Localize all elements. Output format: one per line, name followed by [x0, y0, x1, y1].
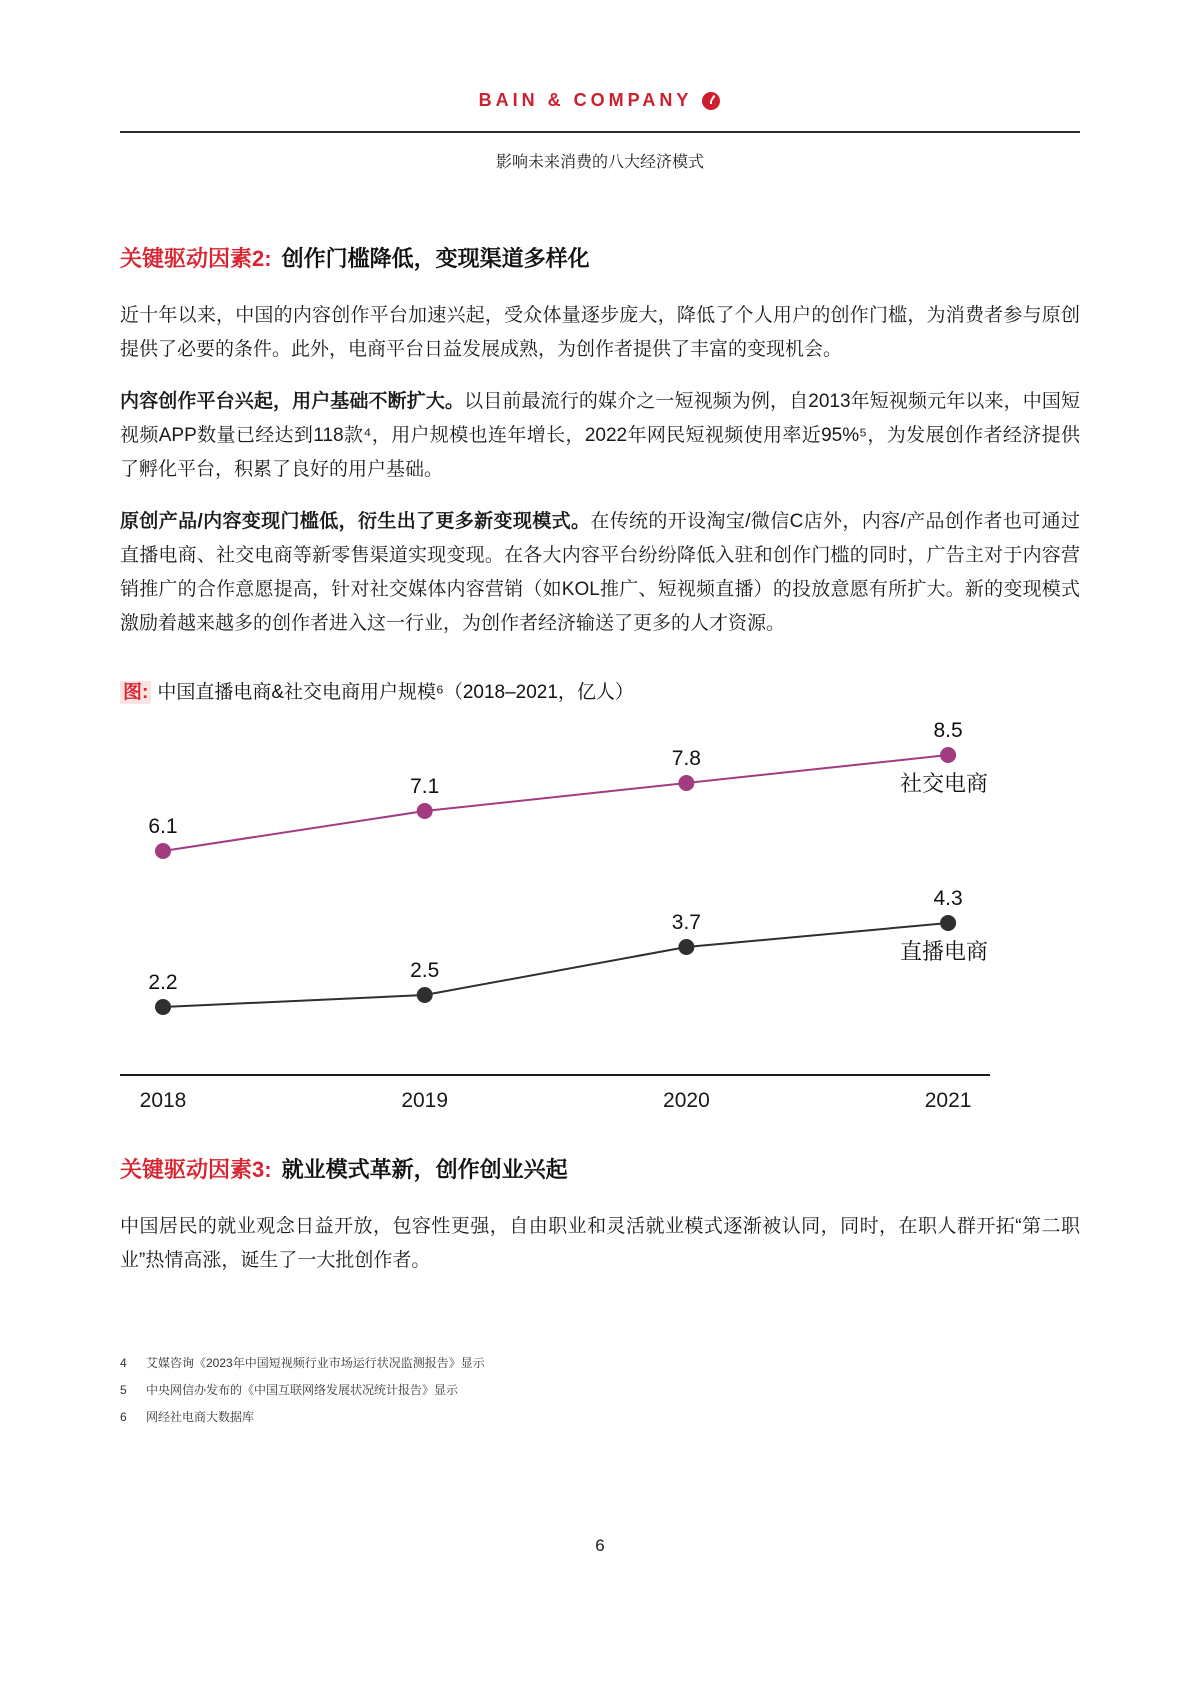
- paragraph-intro: 近十年以来，中国的内容创作平台加速兴起，受众体量逐步庞大，降低了个人用户的创作门槛，为消费者参与原创提供了必要的条件。此外，电商平台日益发展成熟，为创作者提供了丰富的变现机会。: [120, 305, 1080, 360]
- chart-series-label: 直播电商: [899, 939, 988, 964]
- x-tick-label: 2021: [924, 1089, 972, 1112]
- user-scale-chart: [120, 710, 1080, 1125]
- footnote-text: 网经社电商大数据库: [146, 1410, 255, 1424]
- chart-value-label: 2.5: [410, 959, 440, 982]
- footnote: [120, 1377, 485, 1404]
- chart-point: [678, 939, 694, 955]
- chart-value-label: 6.1: [148, 815, 178, 838]
- chart-point: [940, 747, 956, 763]
- chart-point: [417, 803, 433, 819]
- chart-point: [155, 843, 171, 859]
- chart-line: [163, 923, 948, 1007]
- footnote: [120, 1404, 485, 1431]
- x-tick-label: 2019: [401, 1089, 449, 1112]
- section2-title: 创作门槛降低，变现渠道多样化: [281, 246, 590, 271]
- footnote-text: 中央网信办发布的《中国互联网络发展状况统计报告》显示: [146, 1383, 459, 1397]
- paragraph-lead: 内容创作平台兴起，用户基础不断扩大。: [120, 391, 465, 412]
- section2-label: 关键驱动因素2:: [120, 246, 272, 271]
- footnote: [120, 1350, 485, 1377]
- header-divider: [120, 131, 1080, 133]
- paragraph-lead: 原创产品/内容变现门槛低，衍生出了更多新变现模式。: [120, 511, 591, 532]
- section2-heading: [120, 242, 1080, 273]
- x-tick-label: 2020: [663, 1089, 710, 1112]
- figure-caption: [120, 677, 1080, 704]
- paragraph-platforms: [120, 385, 1080, 487]
- figure-label: 图:: [120, 681, 151, 704]
- chart-point: [417, 987, 433, 1003]
- chart-series-label: 社交电商: [899, 771, 988, 796]
- header: [0, 0, 1200, 111]
- chart-canvas: [120, 710, 1080, 1120]
- chart-value-label: 7.8: [671, 747, 702, 770]
- chart-value-label: 7.1: [410, 775, 440, 798]
- footnote-number: 4: [120, 1356, 127, 1370]
- chart-point: [678, 775, 694, 791]
- footnote-text: 艾媒咨询《2023年中国短视频行业市场运行状况监测报告》显示: [146, 1356, 485, 1370]
- bain-logo-icon: [701, 91, 721, 111]
- section3-label: 关键驱动因素3:: [120, 1157, 272, 1182]
- section3-heading: [120, 1153, 1080, 1184]
- chart-value-label: 2.2: [148, 971, 178, 994]
- paragraph-text: 以目前最流行的媒介之一短视频为例，自2013年短视频元年以来，中国短视频APP数量已经达到118款⁴，用户规模也连年增长，2022年网民短视频使用率近95%⁵，为发展创作者经济提供了孵化平台，积累了良好的用户基础。: [120, 391, 1080, 480]
- chart-value-label: 3.7: [671, 911, 702, 934]
- chart-value-label: 8.5: [933, 719, 963, 742]
- section3-title: 就业模式革新，创作创业兴起: [281, 1157, 568, 1182]
- x-tick-label: 2018: [139, 1089, 187, 1112]
- chart-value-label: 4.3: [933, 887, 963, 910]
- footnote-number: 6: [120, 1410, 127, 1424]
- paragraph-employment: 中国居民的就业观念日益开放，包容性更强，自由职业和灵活就业模式逐渐被认同，同时，在职人群开拓“第二职业”热情高涨，诞生了一大批创作者。: [120, 1216, 1080, 1271]
- chart-point: [155, 999, 171, 1015]
- figure-caption-text: 中国直播电商&社交电商用户规模⁶（2018–2021，亿人）: [157, 682, 634, 703]
- footnotes: [120, 1350, 485, 1431]
- chart-point: [940, 915, 956, 931]
- page-number: 6: [595, 1536, 605, 1555]
- chart-line: [163, 755, 948, 851]
- paragraph-monetization: [120, 505, 1080, 641]
- footnote-number: 5: [120, 1383, 127, 1397]
- bain-logo-wordmark: BAIN & COMPANY: [478, 90, 693, 110]
- paragraph-text: 在传统的开设淘宝/微信C店外，内容/产品创作者也可通过直播电商、社交电商等新零售渠道实现变现。在各大内容平台纷纷降低入驻和创作门槛的同时，广告主对于内容营销推广的合作意愿提高，针对社交媒体内容营销（如KOL推广、短视频直播）的投放意愿有所扩大。新的变现模式激励着越来越多的创作者进入这一行业，为创作者经济输送了更多的人才资源。: [120, 511, 1081, 634]
- doc-subtitle: 影响未来消费的八大经济模式: [495, 154, 704, 171]
